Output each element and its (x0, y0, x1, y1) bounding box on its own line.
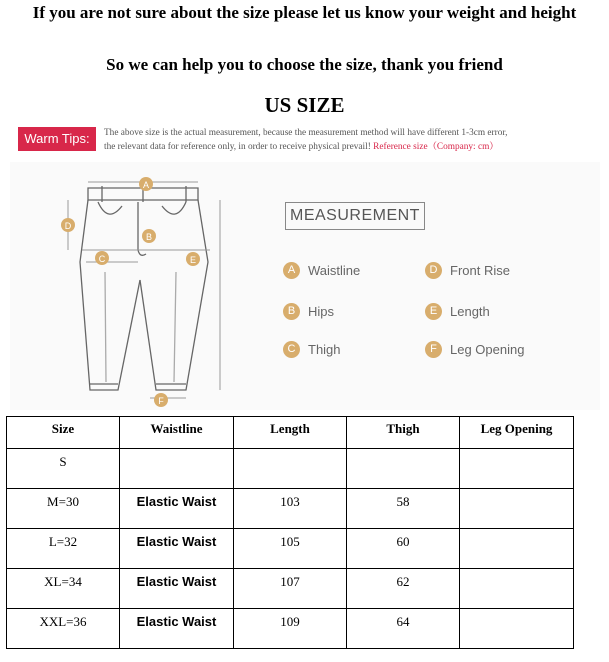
table-row (7, 489, 574, 529)
svg-text:E: E (189, 255, 197, 265)
tips-line-2 (104, 140, 584, 154)
legend-label: Leg Opening (450, 342, 525, 357)
table-header-row (7, 417, 574, 449)
legend-length (425, 303, 490, 321)
tips-reference-note: Reference size（Company: cm） (373, 142, 499, 152)
cell-waistline (120, 449, 234, 489)
warm-tips (18, 126, 588, 156)
header-size: Size (7, 417, 120, 449)
header-length: Length (234, 417, 347, 449)
svg-text:A: A (142, 180, 150, 190)
cell-length: 103 (234, 489, 347, 529)
cell-thigh: 58 (347, 489, 460, 529)
cell-length: 105 (234, 529, 347, 569)
legend-leg-opening (425, 341, 524, 359)
page-title: US SIZE (264, 93, 345, 117)
header-thigh: Thigh (347, 417, 460, 449)
cell-leg-opening (460, 449, 574, 489)
cell-length: 109 (234, 609, 347, 649)
cell-size: L=32 (7, 529, 120, 569)
legend-label: Thigh (308, 342, 341, 357)
cell-thigh: 64 (347, 609, 460, 649)
tips-line-2-text: the relevant data for reference only, in order to receive physical prevail! (104, 142, 371, 152)
legend-hips (283, 303, 334, 321)
cell-leg-opening (460, 529, 574, 569)
cell-length (234, 449, 347, 489)
legend-letter: C (283, 341, 300, 358)
cell-size: M=30 (7, 489, 120, 529)
table-row (7, 569, 574, 609)
cell-size: S (7, 449, 120, 489)
legend-label: Front Rise (450, 263, 510, 278)
measurement-diagram (10, 162, 600, 410)
cell-leg-opening (460, 489, 574, 529)
cell-waistline: Elastic Waist (120, 489, 234, 529)
cell-leg-opening (460, 569, 574, 609)
header-waistline: Waistline (120, 417, 234, 449)
legend-letter: B (283, 303, 300, 320)
cell-length: 107 (234, 569, 347, 609)
cell-leg-opening (460, 609, 574, 649)
legend-front-rise (425, 262, 510, 280)
legend-label: Hips (308, 304, 335, 319)
cell-thigh: 62 (347, 569, 460, 609)
size-table (6, 416, 574, 649)
svg-text:D: D (64, 221, 72, 231)
warm-tips-text (104, 126, 584, 154)
cell-waistline: Elastic Waist (120, 569, 234, 609)
legend-label: Waistline (308, 263, 361, 278)
legend-letter: F (425, 341, 442, 358)
table-row (7, 529, 574, 569)
notice-line-1: If you are not sure about the size please let us know your weight and height (32, 3, 577, 22)
svg-text:F: F (158, 396, 164, 406)
warm-tips-badge: Warm Tips: (18, 127, 96, 151)
cell-waistline: Elastic Waist (120, 529, 234, 569)
tips-line-1: The above size is the actual measurement, because the measurement method will have different 1-3cm error, (104, 128, 508, 138)
legend-thigh (283, 341, 341, 359)
svg-text:C: C (98, 254, 106, 264)
notice-line-2: So we can help you to choose the size, thank you friend (106, 55, 503, 74)
legend-letter: A (283, 262, 300, 279)
header-leg-opening: Leg Opening (460, 417, 574, 449)
cell-thigh (347, 449, 460, 489)
legend-letter: E (425, 303, 442, 320)
legend-letter: D (425, 262, 442, 279)
cell-waistline: Elastic Waist (120, 609, 234, 649)
measurement-title: MEASUREMENT (285, 202, 425, 230)
legend-waistline (283, 262, 360, 280)
pants-illustration (10, 162, 600, 410)
cell-thigh: 60 (347, 529, 460, 569)
svg-text:B: B (145, 232, 153, 242)
cell-size: XL=34 (7, 569, 120, 609)
cell-size: XXL=36 (7, 609, 120, 649)
table-row (7, 609, 574, 649)
table-row (7, 449, 574, 489)
legend-label: Length (450, 304, 490, 319)
